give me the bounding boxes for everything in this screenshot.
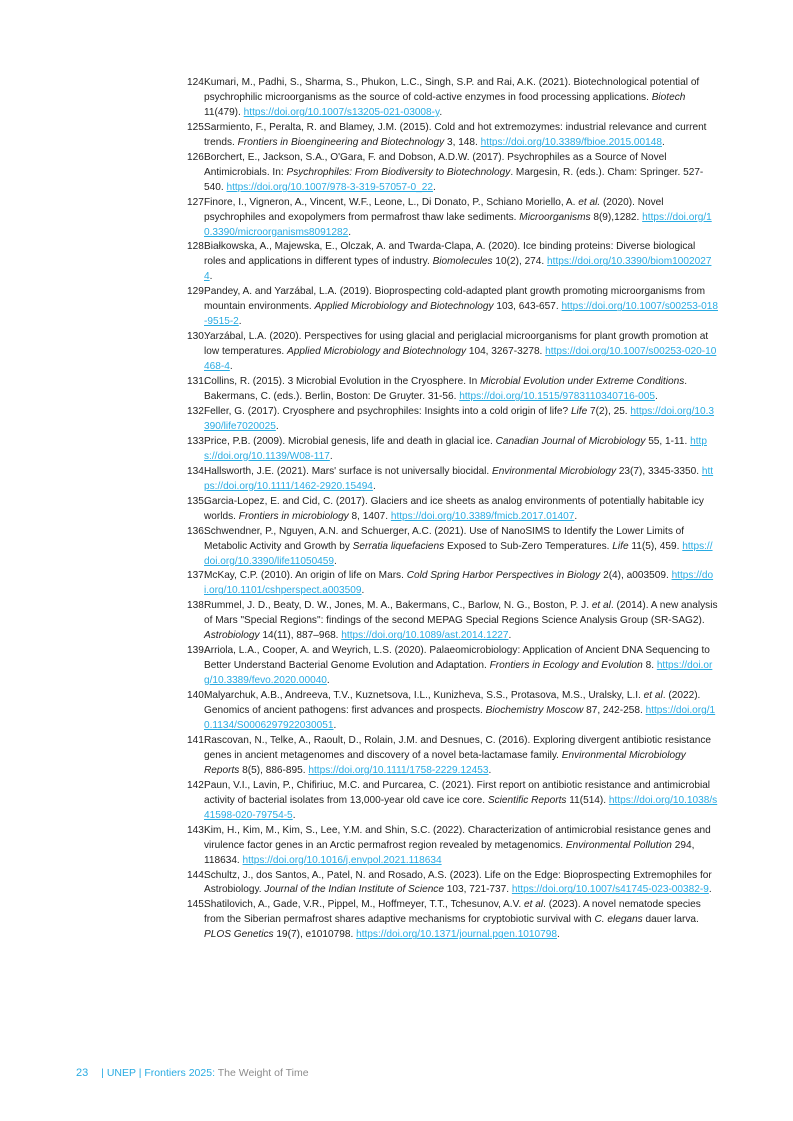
reference-italic: Biomolecules — [432, 256, 493, 268]
reference-item — [187, 151, 718, 196]
reference-italic: Frontiers in Ecology and Evolution — [489, 660, 643, 672]
reference-text: Schultz, J., dos Santos, A., Patel, N. and Rosado, A.S. (2023). Life on the Edge: Bioprospecting Extremophiles for Astrobiology. — [204, 869, 712, 896]
reference-number: 139. — [187, 645, 207, 657]
reference-text: 8, 1407. — [348, 510, 391, 522]
reference-text: 7(2), 25. — [587, 405, 631, 417]
reference-text: . — [326, 675, 330, 687]
reference-doi-link[interactable]: https://doi.org/10.1111/1758-2229.12453 — [308, 764, 489, 776]
reference-text: 55, 1-11. — [645, 435, 691, 447]
reference-italic: Applied Microbiology and Biotechnology — [287, 346, 467, 358]
reference-text: Sarmiento, F., Peralta, R. and Blamey, J.M. (2015). Cold and hot extremozymes: industrial relevance and current trends. — [204, 121, 707, 148]
reference-italic: Environmental Pollution — [565, 839, 672, 851]
reference-text: 11(514). — [566, 794, 609, 806]
reference-text: . (2022). Genomics of ancient pathogens: first advances and prospects. — [204, 690, 701, 717]
reference-item — [187, 240, 718, 285]
reference-item — [187, 465, 718, 495]
reference-italic: Frontiers in Bioengineering and Biotechnology — [237, 136, 445, 148]
reference-doi-link[interactable]: https://doi.org/10.3389/fmicb.2017.01407 — [390, 510, 575, 522]
reference-italic: Astrobiology — [204, 630, 260, 642]
reference-text: Feller, G. (2017). Cryosphere and psychrophiles: Insights into a cold origin of life? — [204, 405, 571, 417]
reference-doi-link[interactable]: https://doi.org/10.3389/fevo.2020.00040 — [204, 660, 713, 687]
reference-number: 141. — [187, 734, 207, 746]
reference-text: (2020). Novel psychrophiles and exopolymers from permafrost thaw lake sediments. — [204, 196, 664, 223]
reference-doi-link[interactable]: https://doi.org/10.3390/life7020025 — [204, 405, 715, 432]
reference-text: . Margesin, R. (eds.). Cham: Springer. 527-540. — [204, 166, 704, 193]
reference-text: 103, 643-657. — [493, 301, 562, 313]
reference-italic: et al. — [578, 196, 601, 208]
reference-doi-link[interactable]: https://doi.org/10.1007/s41745-023-00382-9 — [511, 884, 709, 896]
reference-text: . — [348, 226, 352, 238]
reference-number: 142. — [187, 779, 207, 791]
reference-number: 131. — [187, 376, 207, 388]
reference-item — [187, 599, 718, 644]
reference-text: 23(7), 3345-3350. — [616, 465, 702, 477]
reference-item — [187, 689, 718, 734]
reference-text: 11(5), 459. — [628, 540, 683, 552]
reference-text: Hallsworth, J.E. (2021). Mars' surface is not universally biocidal. — [204, 465, 493, 477]
reference-text: . — [361, 585, 365, 597]
reference-italic: Journal of the Indian Institute of Science — [264, 884, 444, 896]
reference-text: 104, 3267-3278. — [466, 346, 546, 358]
reference-text: . — [372, 480, 376, 492]
reference-italic: Microbial Evolution under Extreme Conditions — [480, 376, 685, 388]
reference-text: 11(479). — [204, 106, 244, 118]
reference-text: Kumari, M., Padhi, S., Sharma, S., Phukon, L.C., Singh, S.P. and Rai, A.K. (2021). Biotechnological potential of psychrophilic microorganisms as the source of cold-active enzymes in food processing applications. — [204, 77, 700, 103]
reference-number: 134. — [187, 465, 207, 477]
reference-item — [187, 76, 718, 121]
reference-text: Arriola, L.A., Cooper, A. and Weyrich, L.S. (2020). Palaeomicrobiology: Application of Ancient DNA Sequencing to Better Understand Bacterial Genome Evolution and Adaptation. — [204, 645, 710, 672]
reference-text: Rummel, J. D., Beaty, D. W., Jones, M. A., Bakermans, C., Barlow, N. G., Boston, P. J. — [204, 600, 592, 612]
reference-text: . — [329, 450, 333, 462]
reference-number: 125. — [187, 121, 207, 133]
reference-text: . — [229, 361, 233, 373]
reference-text: . — [439, 106, 443, 118]
reference-number: 144. — [187, 869, 207, 881]
reference-item — [187, 569, 718, 599]
reference-item — [187, 375, 718, 405]
reference-number: 128. — [187, 241, 207, 253]
reference-text: 14(11), 887–968. — [259, 630, 342, 642]
reference-text: . — [708, 884, 712, 896]
reference-item — [187, 121, 718, 151]
reference-italic: Environmental Microbiology Reports — [204, 749, 686, 776]
reference-doi-link[interactable]: https://doi.org/10.1038/s41598-020-79754-5 — [204, 794, 718, 821]
reference-item — [187, 824, 718, 869]
reference-italic: Cold Spring Harbor Perspectives in Biology — [406, 570, 601, 582]
reference-item — [187, 285, 718, 330]
reference-text: 8(9),1282. — [590, 211, 643, 223]
reference-text: Borchert, E., Jackson, S.A., O'Gara, F. and Dobson, A.D.W. (2017). Psychrophiles as a Source of Novel Antimicrobials. In: — [204, 151, 667, 178]
reference-text: Rascovan, N., Telke, A., Raoult, D., Rolain, J.M. and Desnues, C. (2016). Exploring divergent antibiotic resistance genes in ancient metagenomes and discovery of a novel beta-lactamase family. — [204, 734, 711, 761]
reference-doi-link[interactable]: https://doi.org/10.3389/fbioe.2015.00148 — [480, 136, 662, 148]
reference-italic: et al — [591, 600, 611, 612]
reference-text: . — [292, 809, 296, 821]
reference-doi-link[interactable]: https://doi.org/10.3390/life11050459 — [204, 540, 713, 567]
reference-number: 127. — [187, 196, 207, 208]
reference-item — [187, 330, 718, 375]
reference-text: 3, 148. — [444, 136, 481, 148]
reference-number: 126. — [187, 151, 207, 163]
reference-text: 2(4), a003509. — [600, 570, 672, 582]
reference-doi-link[interactable]: https://doi.org/10.1139/W08-117 — [204, 435, 707, 462]
reference-italic: Microorganisms — [519, 211, 591, 223]
reference-item — [187, 644, 718, 689]
reference-text: . — [488, 764, 492, 776]
reference-doi-link[interactable]: https://doi.org/10.1007/s13205-021-03008-y — [243, 106, 440, 118]
reference-text: Białkowska, A., Majewska, E., Olczak, A. and Twarda-Clapa, A. (2020). Ice binding proteins: Diverse biological roles and applications in different types of industry. — [204, 241, 696, 268]
reference-text: McKay, C.P. (2010). An origin of life on Mars. — [204, 570, 407, 582]
reference-italic: Life — [612, 540, 629, 552]
reference-doi-link[interactable]: https://doi.org/10.1007/978-3-319-57057-0_22 — [226, 181, 433, 193]
reference-doi-link[interactable]: https://doi.org/10.3390/biom10020274 — [204, 256, 712, 283]
reference-number: 135. — [187, 495, 207, 507]
reference-number: 124. — [187, 77, 207, 88]
reference-doi-link[interactable]: https://doi.org/10.1007/s00253-020-10468-4 — [204, 346, 717, 373]
reference-text: 294, 118634. — [204, 839, 695, 866]
reference-text: Garcia-Lopez, E. and Cid, C. (2017). Glaciers and ice sheets as analog environments of potentially habitable icy worlds. — [204, 495, 704, 522]
reference-text: Exposed to Sub-Zero Temperatures. — [444, 540, 613, 552]
footer-report-title: The Weight of Time — [214, 1067, 309, 1079]
reference-item — [187, 196, 718, 241]
reference-text: dauer larva. — [642, 914, 699, 926]
reference-text: . — [557, 929, 560, 941]
reference-list — [187, 76, 718, 943]
reference-item — [187, 779, 718, 824]
reference-text: 8. — [642, 660, 657, 672]
reference-text: Yarzábal, L.A. (2020). Perspectives for using glacial and periglacial microorganisms for plant growth promotion at low temperatures. — [204, 331, 709, 358]
reference-number: 145. — [187, 899, 207, 911]
reference-text: . Bakermans, C. (eds.). Berlin, Boston: De Gruyter. 31-56. — [204, 376, 688, 403]
reference-text: Paun, V.I., Lavin, P., Chifiriuc, M.C. and Purcarea, C. (2021). First report on antibiotic resistance and antimicrobial activity of bacterial isolates from 13,000-year old cave ice core. — [204, 779, 711, 806]
reference-italic: Environmental Microbiology — [492, 465, 617, 477]
reference-text: . — [209, 271, 213, 283]
reference-text: . — [432, 181, 436, 193]
page-number: 23 — [76, 1067, 89, 1079]
reference-item — [187, 435, 718, 465]
reference-text: 10(2), 274. — [492, 256, 548, 268]
reference-italic: Frontiers in microbiology — [238, 510, 349, 522]
reference-number: 130. — [187, 331, 207, 343]
reference-text: . (2014). A new analysis of Mars "Special Regions": findings of the second MEPAG Special Regions Science Analysis Group (SR-SAG2). — [204, 600, 718, 627]
reference-number: 138. — [187, 600, 207, 612]
reference-item — [187, 898, 718, 943]
reference-italic: PLOS Genetics — [204, 929, 274, 941]
reference-text: Price, P.B. (2009). Microbial genesis, life and death in glacial ice. — [204, 435, 496, 447]
reference-doi-link[interactable]: https://doi.org/10.1101/cshperspect.a003509 — [204, 570, 714, 597]
reference-italic: et al — [643, 690, 663, 702]
reference-number: 136. — [187, 525, 207, 537]
reference-text: . — [574, 510, 578, 522]
reference-italic: Biotech — [651, 91, 686, 103]
reference-text: . — [334, 555, 337, 567]
reference-text: 19(7), e1010798. — [273, 929, 357, 941]
reference-italic: Biochemistry Moscow — [485, 705, 584, 717]
reference-item — [187, 734, 718, 779]
reference-text: Malyarchuk, A.B., Andreeva, T.V., Kuznetsova, I.L., Kunizheva, S.S., Protasova, M.S., Uralsky, L.I. — [204, 690, 644, 702]
reference-text: . — [275, 420, 279, 432]
reference-doi-link[interactable]: https://doi.org/10.1007/s00253-018-9515-2 — [204, 301, 719, 328]
reference-item — [187, 495, 718, 525]
reference-italic: Serratia liquefaciens — [352, 540, 445, 552]
reference-italic: Psychrophiles: From Biodiversity to Biotechnology — [286, 166, 511, 178]
reference-text: Kim, H., Kim, M., Kim, S., Lee, Y.M. and Shin, S.C. (2022). Characterization of antimicrobial resistance genes and virulence factor genes in an Arctic permafrost region revealed by metagenomics. — [204, 824, 711, 851]
reference-text: . — [508, 630, 512, 642]
reference-doi-link[interactable]: https://doi.org/10.1111/1462-2920.15494 — [204, 465, 714, 492]
reference-number: 140. — [187, 690, 207, 702]
reference-doi-link[interactable]: https://doi.org/10.1089/ast.2014.1227 — [341, 630, 509, 642]
reference-number: 132. — [187, 405, 207, 417]
reference-item — [187, 869, 718, 899]
page-footer — [76, 1067, 309, 1079]
footer-publisher: | UNEP | Frontiers 2025: — [101, 1067, 215, 1079]
reference-text: 8(5), 886-895. — [239, 764, 309, 776]
reference-italic: et al — [524, 899, 544, 911]
reference-doi-link[interactable]: https://doi.org/10.3390/microorganisms8091282 — [204, 211, 712, 238]
reference-text: Pandey, A. and Yarzábal, L.A. (2019). Bioprospecting cold-adapted plant growth promoting microorganisms from mountain environments. — [204, 286, 706, 313]
reference-item — [187, 405, 718, 435]
reference-text: Shatilovich, A., Gade, V.R., Pippel, M., Hoffmeyer, T.T., Tchesunov, A.V. — [204, 899, 524, 911]
reference-text: . — [661, 136, 665, 148]
reference-text: 87, 242-258. — [583, 705, 646, 717]
reference-text: . — [238, 316, 242, 328]
reference-doi-link[interactable]: https://doi.org/10.1016/j.envpol.2021.118634 — [242, 854, 442, 866]
reference-item — [187, 525, 718, 570]
reference-italic: Scientific Reports — [487, 794, 567, 806]
reference-text: 103, 721-737. — [443, 884, 512, 896]
reference-text: . — [333, 719, 337, 731]
reference-text: Schwendner, P., Nguyen, A.N. and Schuerger, A.C. (2021). Use of NanoSIMS to Identify the Lower Limits of Metabolic Activity and Growth by — [204, 525, 685, 552]
reference-number: 129. — [187, 286, 207, 298]
reference-number: 143. — [187, 824, 207, 836]
reference-italic: C. elegans — [594, 914, 643, 926]
reference-doi-link[interactable]: https://doi.org/10.1134/S0006297922030051 — [204, 705, 716, 731]
reference-text: Finore, I., Vigneron, A., Vincent, W.F., Leone, L., Di Donato, P., Schiano Moriello, A. — [204, 196, 579, 208]
reference-number: 137. — [187, 570, 207, 582]
reference-italic: Life — [570, 405, 588, 417]
reference-doi-link[interactable]: https://doi.org/10.1371/journal.pgen.1010798 — [356, 929, 557, 941]
reference-text: Collins, R. (2015). 3 Microbial Evolution in the Cryosphere. In — [204, 376, 481, 388]
reference-italic: Canadian Journal of Microbiology — [495, 435, 646, 447]
reference-text: . (2023). A novel nematode species from the Siberian permafrost shares adaptive mechanisms for cryptobiotic survival with — [204, 899, 701, 926]
reference-number: 133. — [187, 435, 207, 447]
reference-doi-link[interactable]: https://doi.org/10.1515/9783110340716-005 — [459, 391, 655, 403]
reference-text: . — [654, 391, 658, 403]
reference-italic: Applied Microbiology and Biotechnology — [314, 301, 494, 313]
